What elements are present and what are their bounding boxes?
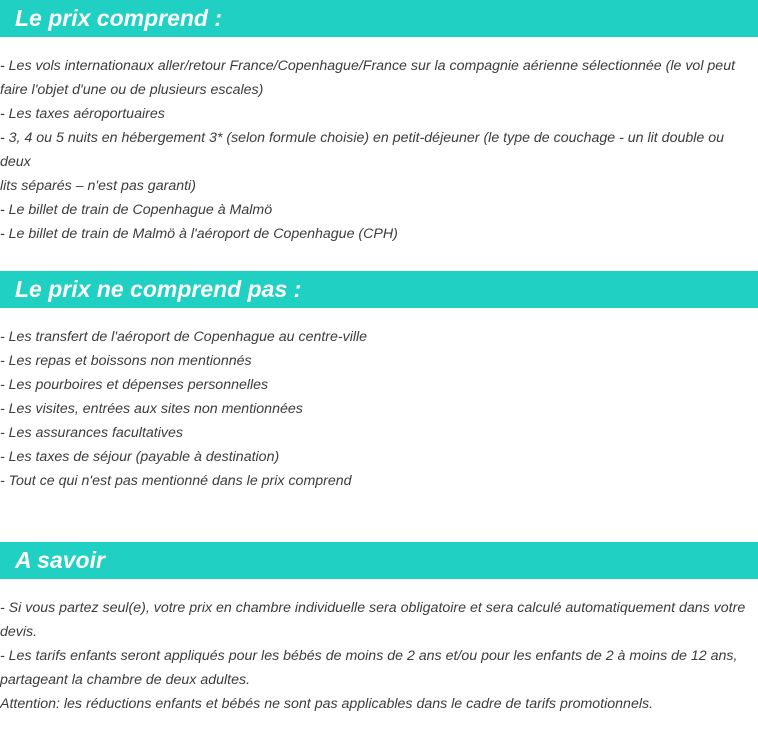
- list-item: - Les vols internationaux aller/retour France/Copenhague/France sur la compagnie aérienne sélectionnée (le vol peut: [0, 58, 736, 74]
- list-item: - Les repas et boissons non mentionnés: [0, 353, 252, 369]
- good-to-know-list: [0, 579, 758, 716]
- section-price-excludes: [0, 271, 758, 493]
- list-item: - Les visites, entrées aux sites non mentionnées: [0, 401, 303, 417]
- section-title-price-includes: Le prix comprend :: [0, 0, 758, 37]
- list-item: - Les transfert de l'aéroport de Copenhague au centre-ville: [0, 329, 368, 345]
- price-excludes-list: [0, 308, 758, 493]
- list-item: - Le billet de train de Malmö à l'aéroport de Copenhague (CPH): [0, 226, 398, 242]
- list-item: - Les taxes de séjour (payable à destination): [0, 449, 280, 465]
- list-item: - 3, 4 ou 5 nuits en hébergement 3* (selon formule choisie) en petit-déjeuner (le type de couchage - un lit double ou deux: [0, 130, 725, 170]
- section-good-to-know: [0, 542, 758, 716]
- list-item: - Les tarifs enfants seront appliqués pour les bébés de moins de 2 ans et/ou pour les enfants de 2 à moins de 12 ans,: [0, 648, 738, 664]
- section-price-includes: [0, 0, 758, 246]
- section-title-good-to-know: A savoir: [0, 542, 758, 579]
- list-item: lits séparés – n'est pas garanti): [0, 178, 196, 194]
- list-item: Attention: les réductions enfants et bébés ne sont pas applicables dans le cadre de tarifs promotionnels.: [0, 696, 654, 712]
- list-item: partageant la chambre de deux adultes.: [0, 672, 251, 688]
- list-item: - Les pourboires et dépenses personnelles: [0, 377, 269, 393]
- list-item: devis.: [0, 624, 38, 640]
- section-title-price-excludes: Le prix ne comprend pas :: [0, 271, 758, 308]
- list-item: - Tout ce qui n'est pas mentionné dans le prix comprend: [0, 473, 352, 489]
- price-includes-list: [0, 37, 758, 246]
- list-item: faire l'objet d'une ou de plusieurs escales): [0, 82, 264, 98]
- list-item: - Si vous partez seul(e), votre prix en chambre individuelle sera obligatoire et sera calculé automatiquement dans votre: [0, 600, 746, 616]
- list-item: - Les taxes aéroportuaires: [0, 106, 165, 122]
- list-item: - Les assurances facultatives: [0, 425, 183, 441]
- list-item: - Le billet de train de Copenhague à Malmö: [0, 202, 273, 218]
